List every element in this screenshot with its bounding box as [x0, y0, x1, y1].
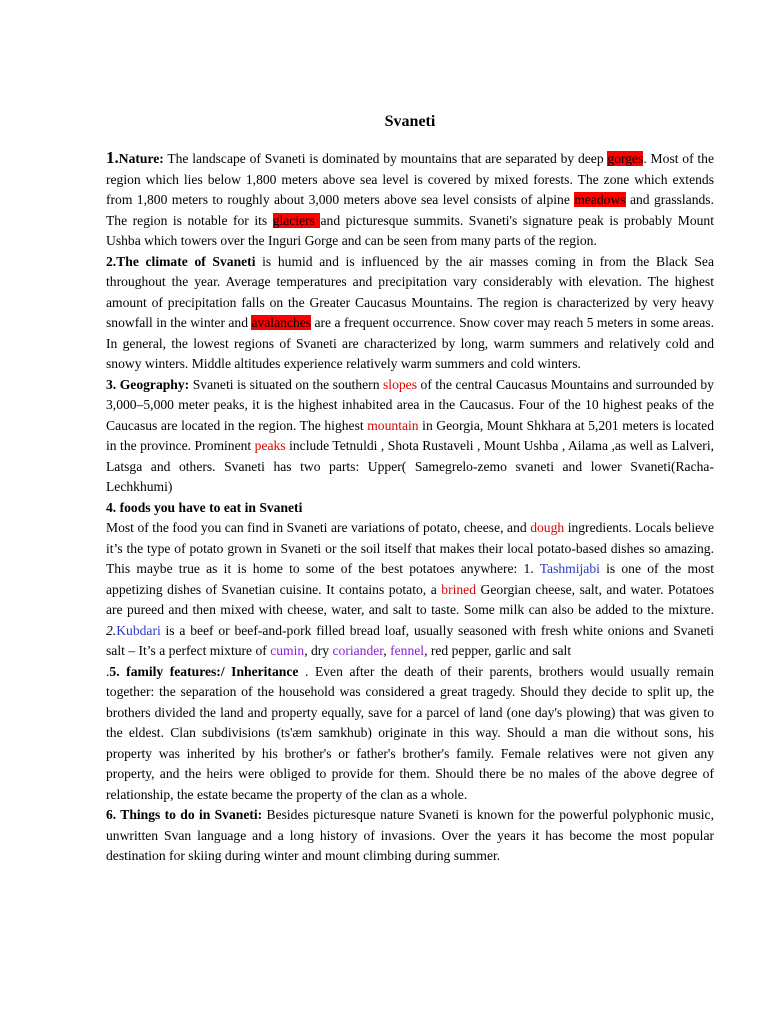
link-word[interactable]: mountain	[367, 417, 419, 433]
link-word[interactable]: cumin	[270, 643, 305, 658]
section-heading: 2.The climate of Svaneti	[106, 253, 256, 269]
link-word[interactable]: peaks	[254, 438, 286, 453]
link-word[interactable]: fennel	[390, 643, 425, 658]
section-heading: 4. foods you have to eat in Svaneti	[106, 499, 303, 515]
text-run: , red pepper, garlic and salt	[424, 643, 572, 658]
section-foods	[106, 518, 714, 662]
lead-dot: .	[106, 663, 110, 679]
text-run: is one of the most appetizing dishes of Svanetian cuisine. It contains potato, a	[106, 561, 714, 597]
text-run: ingredients. Locals believe it’s the type of potato grown in Svaneti or the soil itself that makes their local potato-based dishes so amazing. This maybe true as it is home to some of the best potatoes anywhere: 1.	[106, 520, 714, 576]
list-number: 2.	[106, 622, 117, 638]
text-run: of the central Caucasus Mountains and surrounded by 3,000–5,000 meter peaks, it is the highest inhabited area in the Caucasus. Four of the 10 highest peaks of the Caucasus are located in the region. The highest	[106, 376, 714, 433]
section-heading: 6. Things to do in Svaneti:	[106, 807, 263, 822]
highlighted-word: avalanches	[251, 315, 312, 330]
section-heading: 3. Geography:	[106, 376, 190, 392]
link-word[interactable]: slopes	[383, 376, 417, 392]
section-family	[106, 662, 714, 806]
text-run: are a frequent occurrence. Snow cover may reach 5 meters in some areas. In general, the lowest regions of Svaneti are characterized by long, warm summers and relatively cold and snowy winters. Middle altitudes experience relatively warm summers and cold winters.	[106, 315, 714, 371]
link-word[interactable]: Tashmijabi	[539, 561, 600, 576]
highlighted-word: gorges	[607, 151, 644, 166]
document-page	[106, 0, 714, 1024]
link-word[interactable]: Kubdari	[116, 622, 161, 638]
page-title: Svaneti	[384, 113, 436, 130]
text-run: The landscape of Svaneti is dominated by mountains that are separated by deep	[163, 151, 608, 166]
section-climate	[106, 252, 714, 375]
text-run: . Most of the region which lies below 1,800 meters above sea level is covered by mixed forests. The zone which extends from 1,800 meters to roughly about 3,000 meters above sea level consists of alpine	[106, 151, 714, 207]
text-run: Besides picturesque nature Svaneti is known for the powerful polyphonic music, unwritten Svan language and a long history of invasions. Over the years it has become the most popular destination for skiing during winter and mount climbing during summer.	[106, 807, 714, 863]
text-run: , dry	[304, 643, 333, 658]
text-run: include Tetnuldi , Shota Rustaveli , Mount Ushba , Ailama ,as well as Lalveri, Latsga and others. Svaneti has two parts: Upper( Samegrelo-zemo svaneti and lower Svaneti(Racha-Lechkhumi)	[106, 438, 714, 494]
highlighted-word: meadows	[574, 192, 626, 207]
text-run: Georgian cheese, salt, and water. Potatoes are pureed and then mixed with cheese, water, and salt to taste. Some milk can also be added to the mixture.	[106, 581, 714, 617]
section-number: 1.	[106, 148, 119, 167]
text-run: ,	[383, 643, 391, 658]
text-run: and picturesque summits. Svaneti's signature peak is probably Mount Ushba which towers over the Inguri Gorge and can be seen from many parts of the region.	[106, 212, 714, 248]
section-foods-heading	[106, 498, 714, 519]
section-heading: Nature:	[118, 151, 164, 166]
document-body	[106, 148, 714, 867]
highlighted-word: glaciers	[272, 212, 321, 228]
link-word[interactable]: brined	[441, 581, 477, 597]
text-run: in Georgia, Mount Shkhara at 5,201 meters is located in the province. Prominent	[106, 417, 714, 453]
text-run: . Even after the death of their parents, brothers would usually remain together: the separation of the household was considered a great tragedy. Should they decide to split up, the brothers divided the land and property equally, save for a parcel of land (one day's plowing) that was given to the eldest. Clan subdivisions (ts'æm samkhub) originate in this way. Should a man die without sons, his property was inherited by his brother's or father's brother's family. Female relatives were not given any property, and the heirs were obliged to provide for them. Should there be no males of the above degree of relationship, the estate became the property of the clan as a whole.	[106, 663, 714, 802]
section-geography	[106, 375, 714, 498]
text-run: Svaneti is situated on the southern	[189, 376, 384, 392]
section-heading: 5. family features:/ Inheritance	[109, 663, 299, 679]
text-run: Most of the food you can find in Svaneti are variations of potato, cheese, and	[106, 520, 531, 535]
section-things-to-do	[106, 805, 714, 867]
text-run: is a beef or beef-and-pork filled bread loaf, usually seasoned with fresh white onions and Svaneti salt – It’s a perfect mixture of	[106, 622, 714, 658]
section-nature	[106, 148, 714, 252]
link-word[interactable]: coriander	[332, 643, 384, 658]
text-run: is humid and is influenced by the air masses coming in from the Black Sea throughout the year. Average temperatures and precipitation vary considerably with elevation. The highest amount of precipitation falls on the Greater Caucasus Mountains. The region is characterized by very heavy snowfall in the winter and	[106, 253, 714, 330]
text-run: and grasslands. The region is notable for its	[106, 192, 714, 228]
link-word[interactable]: dough	[530, 520, 565, 535]
